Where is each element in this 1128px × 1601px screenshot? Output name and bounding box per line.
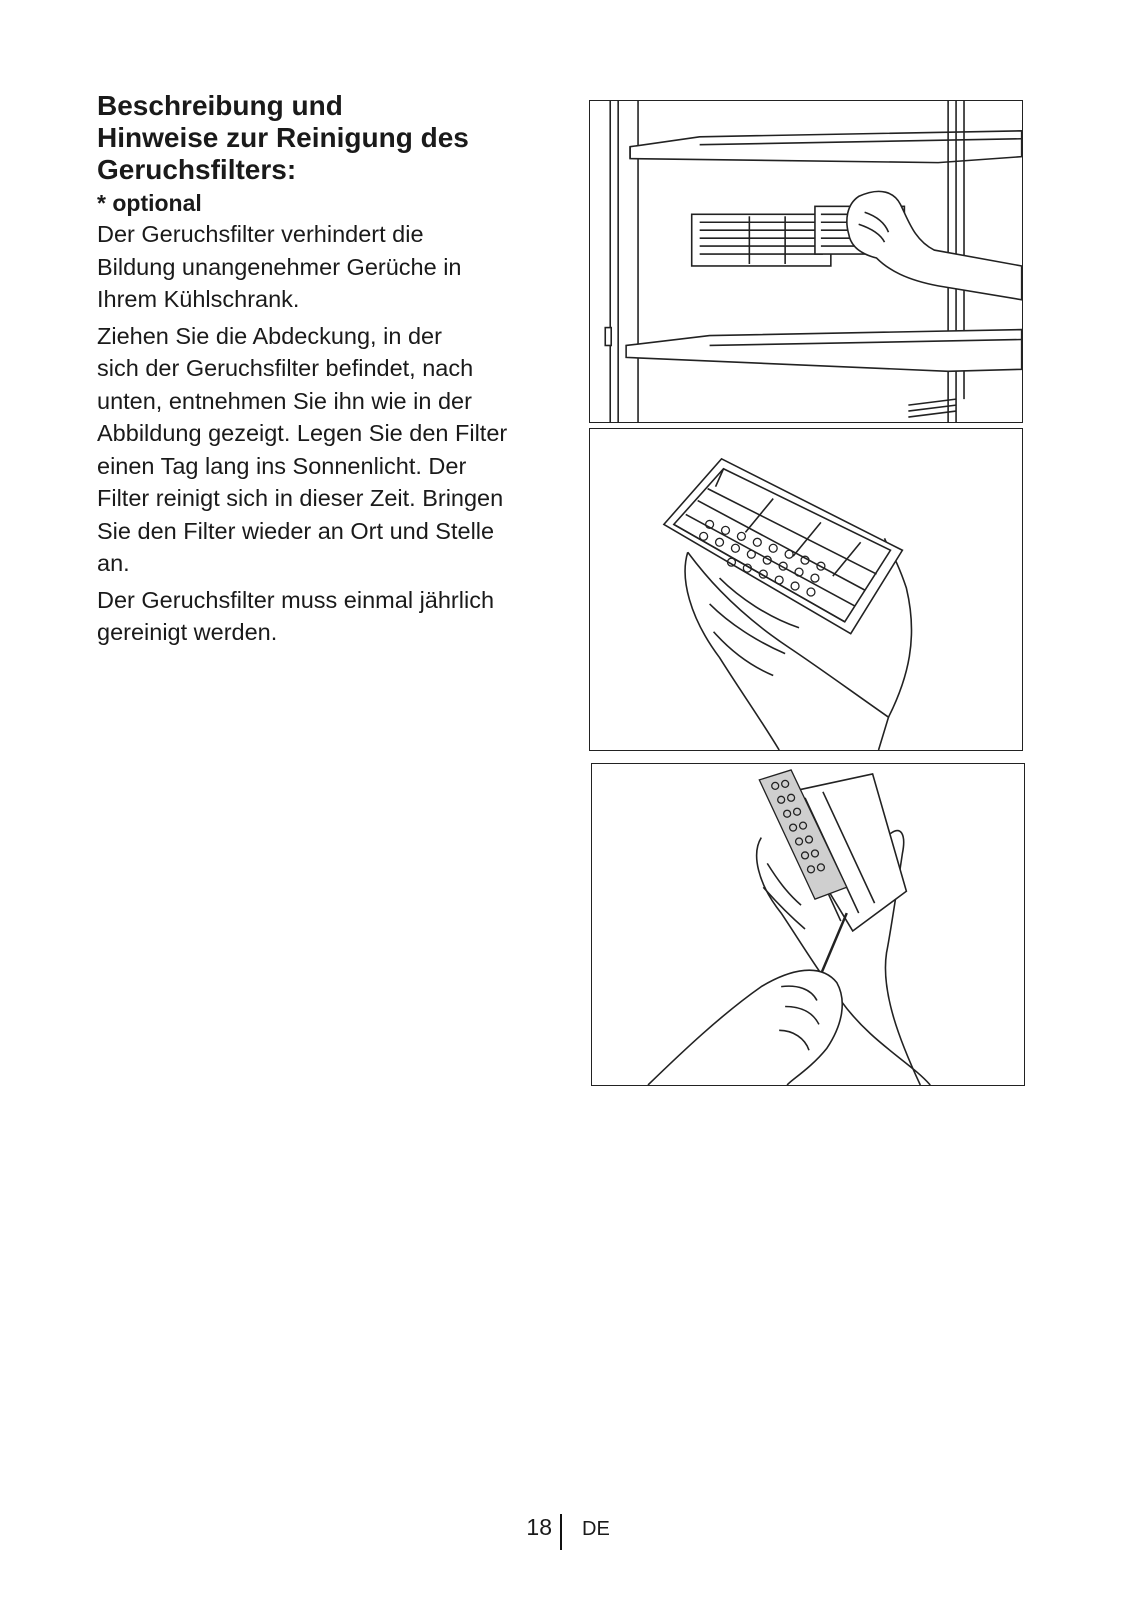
heading-line: Geruchsfilters: — [97, 154, 297, 185]
filter-cartridge — [664, 459, 903, 634]
heading-line: Hinweise zur Reinigung des — [97, 122, 469, 153]
footer-divider — [560, 1514, 562, 1550]
text-line: sich der Geruchsfilter befindet, nach — [97, 355, 474, 381]
text-line: Der Geruchsfilter muss einmal jährlich — [97, 586, 495, 613]
optional-note: * optional — [97, 190, 202, 216]
text-line: Der Geruchsfilter verhindert die — [97, 221, 424, 247]
section-heading — [97, 90, 557, 186]
page-footer — [0, 1514, 1128, 1550]
paragraph-frequency — [97, 584, 557, 649]
heading-line: Beschreibung und — [97, 90, 343, 121]
illustration-filter-removal — [589, 100, 1023, 423]
text-line: Ziehen Sie die Abdeckung, in der — [97, 322, 442, 349]
text-line: an. — [97, 550, 130, 576]
text-line: Sie den Filter wieder an Ort und Stelle — [97, 517, 495, 544]
filter-hand-drawing — [590, 429, 1022, 750]
text-line: Filter reinigt sich in dieser Zeit. Bringen — [97, 485, 504, 511]
text-line: unten, entnehmen Sie ihn wie in der — [97, 387, 472, 414]
language-code: DE — [582, 1518, 610, 1540]
text-line: Bildung unangenehmer Gerüche in — [97, 253, 462, 280]
text-line: Abbildung gezeigt. Legen Sie den Filter — [97, 420, 508, 446]
text-line: einen Tag lang ins Sonnenlicht. Der — [97, 452, 467, 479]
paragraph-purpose — [97, 218, 557, 316]
filter-tool-drawing — [592, 764, 1024, 1085]
paragraph-instructions — [97, 320, 557, 580]
filter-cover-left — [692, 214, 831, 266]
lower-filter — [908, 399, 956, 417]
illustration-filter-in-hand — [589, 428, 1023, 751]
illustration-filter-opening — [591, 763, 1025, 1086]
page-number: 18 — [526, 1514, 552, 1540]
fridge-interior-drawing — [590, 101, 1022, 422]
text-line: gereinigt werden. — [97, 619, 278, 645]
text-line: Ihrem Kühlschrank. — [97, 286, 300, 312]
text-column — [97, 90, 557, 653]
